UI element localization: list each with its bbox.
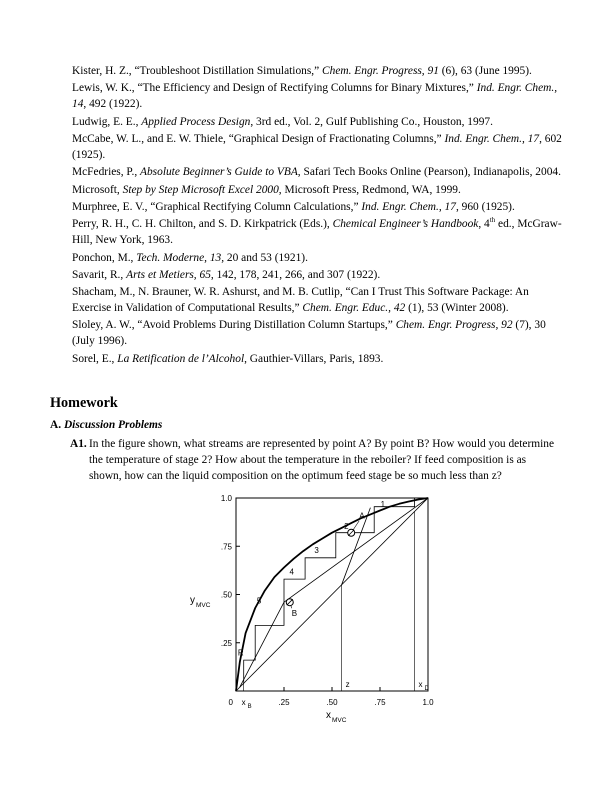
reference-text-run: 20 and 53 (1921). bbox=[224, 251, 308, 264]
reference-entry bbox=[72, 352, 562, 368]
reference-text-run: (7), 30 (July 1996). bbox=[72, 319, 546, 348]
y-tick-label: .50 bbox=[220, 590, 232, 600]
point-label: B bbox=[291, 609, 298, 619]
reference-entry bbox=[72, 64, 562, 80]
homework-heading: Homework bbox=[50, 395, 118, 411]
reference-text-run: ed., McGraw-Hill, New York, 1963. bbox=[72, 218, 562, 247]
reference-text-run: Lewis, W. K., “The Efficiency and Design of Rectifying Columns for Binary Mixtures,” bbox=[72, 82, 477, 95]
reference-list bbox=[72, 64, 562, 369]
composition-marker-subscript: B bbox=[247, 704, 252, 710]
composition-marker-subscript: D bbox=[424, 686, 429, 692]
composition-marker-label: x bbox=[241, 698, 246, 707]
reference-text-run: , 492 (1922). bbox=[83, 98, 143, 111]
reference-entry bbox=[72, 132, 562, 164]
reference-entry bbox=[72, 251, 562, 267]
mccabe-thiele-diagram bbox=[176, 488, 436, 726]
reference-italic-run: Chem. Engr. Educ., 42 bbox=[302, 302, 406, 315]
reference-text-run: , 960 (1925). bbox=[455, 200, 515, 213]
reference-text-run: , 142, 178, 241, 266, and 307 (1922). bbox=[210, 268, 381, 281]
reference-italic-run: Step by Step Microsoft Excel 2000 bbox=[122, 183, 279, 196]
y-axis-label: y bbox=[190, 595, 195, 606]
point-label: A bbox=[359, 511, 365, 521]
reference-text-run: Murphree, E. V., “Graphical Rectifying Column Calculations,” bbox=[72, 200, 362, 213]
reference-text-run: (1), 53 (Winter 2008). bbox=[405, 302, 509, 315]
reference-text-run: , 4 bbox=[478, 218, 490, 231]
reference-text-run: Perry, R. H., C. H. Chilton, and S. D. Kirkpatrick (Eds.), bbox=[72, 218, 333, 231]
reference-text-run: , Safari Tech Books Online (Pearson), Indianapolis, 2004. bbox=[297, 166, 561, 179]
reference-entry bbox=[72, 115, 562, 131]
reference-italic-run: Chemical Engineer’s Handbook bbox=[332, 218, 479, 231]
reference-entry bbox=[72, 217, 562, 249]
x-tick-label: .50 bbox=[326, 698, 338, 707]
origin-tick-label: 0 bbox=[228, 698, 233, 707]
reference-italic-run: Ind. Engr. Chem., 17 bbox=[361, 200, 456, 213]
discussion-problems-heading bbox=[50, 418, 162, 433]
reference-text-run: Microsoft, bbox=[72, 183, 123, 196]
y-tick-label: .75 bbox=[220, 542, 232, 552]
reference-entry bbox=[72, 318, 562, 350]
composition-marker-label: x bbox=[418, 680, 423, 689]
reference-entry bbox=[72, 200, 562, 216]
reference-italic-run: Tech. Moderne, 13, bbox=[136, 251, 225, 264]
section-title: Discussion Problems bbox=[63, 419, 163, 431]
stage-label: 5 bbox=[256, 596, 262, 606]
composition-marker-label: z bbox=[345, 680, 350, 689]
stage-label: 3 bbox=[314, 546, 319, 556]
reference-italic-run: La Retification de l’Alcohol bbox=[117, 352, 245, 365]
reference-text-run: Kister, H. Z., “Troubleshoot Distillation Simulations,” bbox=[72, 65, 323, 77]
reference-italic-run: Absolute Beginner’s Guide to VBA bbox=[140, 166, 298, 179]
x-axis-label: x bbox=[326, 710, 331, 721]
reference-text-run: Shacham, M., N. Brauner, W. R. Ashurst, and M. B. Cutlip, “Can I Trust This Software Package: An Exercise in Validation of Computational Results,” bbox=[72, 286, 529, 315]
reference-entry bbox=[72, 81, 562, 113]
y-axis-label-subscript: MVC bbox=[196, 602, 211, 609]
reference-italic-run: Arts et Metiers, 65 bbox=[126, 268, 211, 281]
reference-text-run: , Microsoft Press, Redmond, WA, 1999. bbox=[278, 183, 461, 196]
reference-text-run: McCabe, W. L., and E. W. Thiele, “Graphical Design of Fractionating Columns,” bbox=[72, 132, 445, 145]
reference-text-run: Savarit, R., bbox=[72, 268, 127, 281]
reference-italic-run: Ind. Engr. Chem., 14 bbox=[72, 82, 558, 111]
x-tick-label: .75 bbox=[374, 698, 386, 707]
stripping-operating-line bbox=[237, 602, 284, 687]
reference-italic-run: Applied Process Design bbox=[141, 115, 251, 128]
reference-text-run: , Gauthier-Villars, Paris, 1893. bbox=[244, 352, 384, 365]
reference-text-run: Sloley, A. W., “Avoid Problems During Distillation Column Startups,” bbox=[72, 319, 396, 332]
question-label: A1. bbox=[70, 438, 87, 450]
y-tick-label: 1.0 bbox=[220, 494, 232, 503]
x-axis-label-subscript: MVC bbox=[332, 717, 347, 724]
reference-italic-run: Chem. Engr. Progress, 91 bbox=[322, 65, 439, 77]
stage-label: 4 bbox=[289, 567, 294, 577]
plot-lines bbox=[236, 498, 428, 691]
section-letter: A. bbox=[50, 419, 62, 431]
reference-entry bbox=[72, 165, 562, 181]
y-tick-label: .25 bbox=[220, 638, 232, 648]
reference-entry bbox=[72, 268, 562, 284]
stage-label: 2 bbox=[344, 521, 349, 531]
feed-line bbox=[342, 508, 371, 585]
stage-label: 1 bbox=[380, 499, 386, 509]
reference-text-run: , 602 (1925). bbox=[72, 132, 562, 161]
question-text: In the figure shown, what streams are represented by point A? By point B? How would you determine the temperature of stage 2? How about the temperature in the reboiler? If feed composition is as shown, how can the liquid composition on the optimum feed stage be so much less than z? bbox=[89, 438, 555, 482]
reference-superscript: th bbox=[489, 216, 496, 225]
reference-text-run: , 3rd ed., Vol. 2, Gulf Publishing Co., Houston, 1997. bbox=[250, 115, 493, 128]
reference-text-run: Ludwig, E. E., bbox=[72, 115, 142, 128]
reference-text-run: Ponchon, M., bbox=[72, 251, 137, 264]
stage-label: R bbox=[237, 648, 244, 658]
reference-entry bbox=[72, 285, 562, 317]
reference-entry bbox=[72, 183, 562, 199]
x-tick-label: 1.0 bbox=[422, 698, 434, 707]
reference-italic-run: Chem. Engr. Progress, 92 bbox=[395, 319, 513, 332]
reference-text-run: McFedries, P., bbox=[72, 166, 141, 179]
reference-italic-run: Ind. Engr. Chem., 17 bbox=[444, 132, 540, 145]
diagonal-line bbox=[236, 498, 428, 691]
x-tick-label: .25 bbox=[278, 698, 290, 707]
reference-text-run: Sorel, E., bbox=[72, 352, 118, 365]
reference-text-run: (6), 63 (June 1995). bbox=[438, 65, 532, 77]
